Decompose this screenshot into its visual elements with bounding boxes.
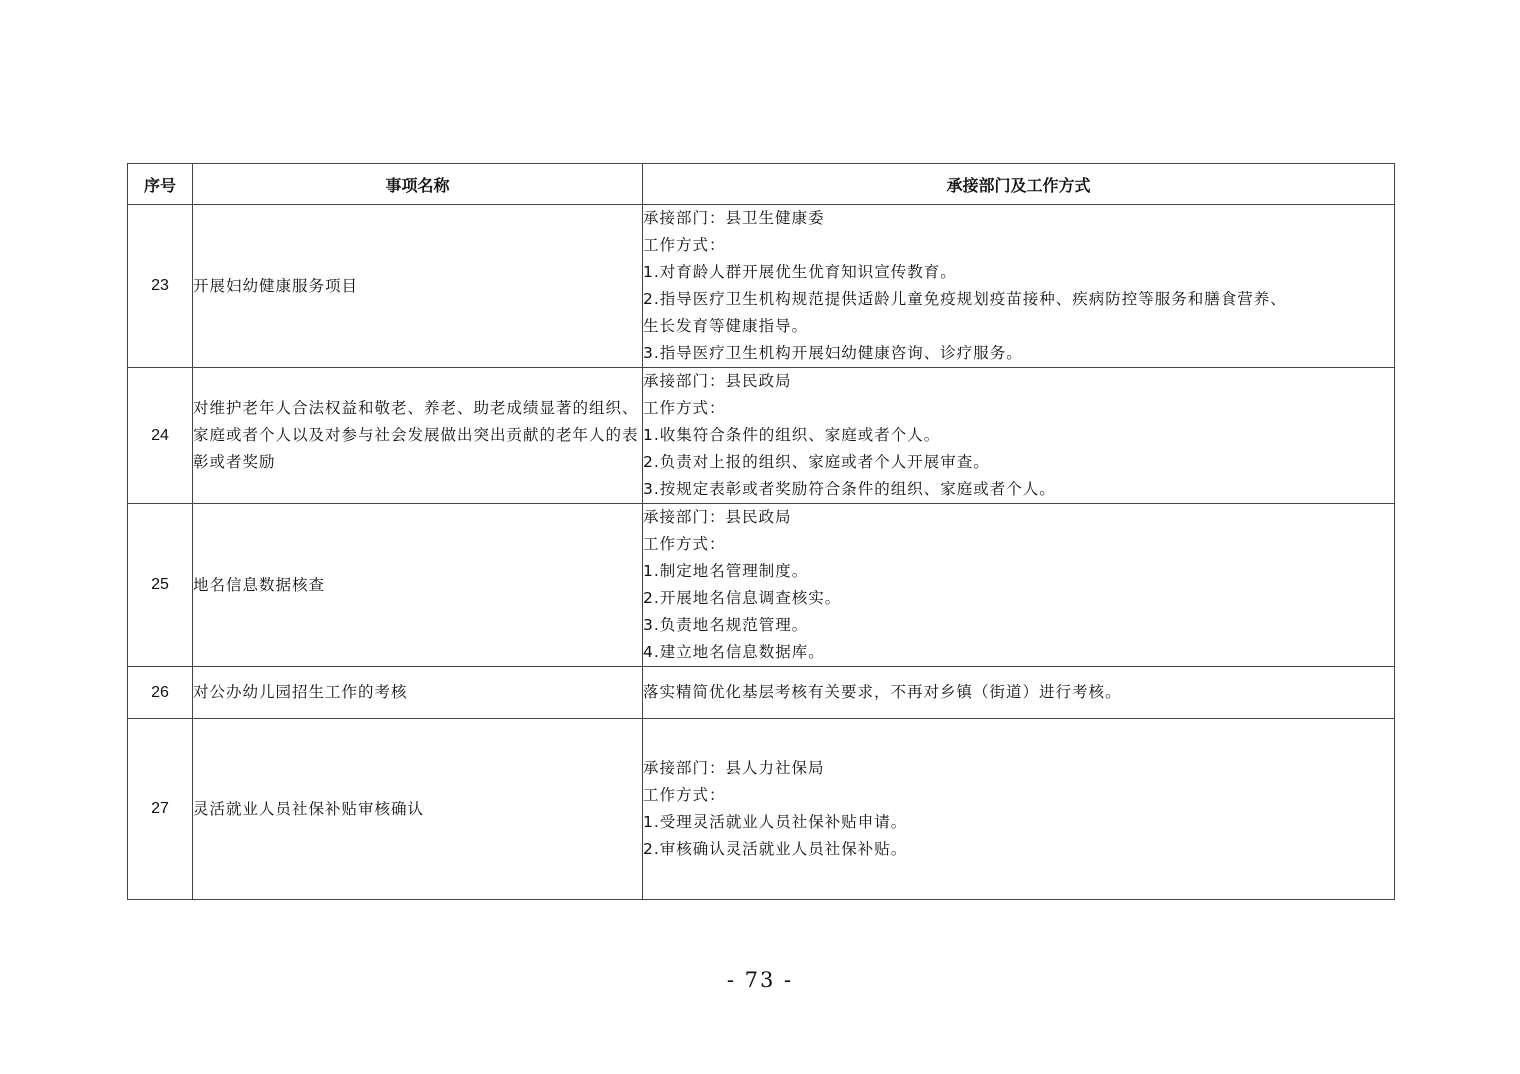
row-seq: 24 <box>128 368 193 504</box>
method-step: 4.建立地名信息数据库。 <box>643 643 825 661</box>
row-item-name: 对公办幼儿园招生工作的考核 <box>193 667 643 719</box>
row-department-method <box>643 504 1395 667</box>
table-row <box>128 368 1395 504</box>
method-label: 工作方式： <box>643 786 726 804</box>
table-header-row <box>128 164 1395 205</box>
header-department-method: 承接部门及工作方式 <box>643 164 1395 205</box>
row-item-name: 灵活就业人员社保补贴审核确认 <box>193 719 643 900</box>
row-department-method <box>643 368 1395 504</box>
method-step: 2.开展地名信息调查核实。 <box>643 589 842 607</box>
table-row <box>128 504 1395 667</box>
method-step: 3.指导医疗卫生机构开展妇幼健康咨询、诊疗服务。 <box>643 344 1023 362</box>
row-department-method <box>643 719 1395 900</box>
method-label: 工作方式： <box>643 236 726 254</box>
items-table <box>127 163 1395 900</box>
method-step: 1.收集符合条件的组织、家庭或者个人。 <box>643 426 941 444</box>
method-step: 3.负责地名规范管理。 <box>643 616 809 634</box>
row-seq: 27 <box>128 719 193 900</box>
method-step: 1.制定地名管理制度。 <box>643 562 809 580</box>
table-row <box>128 205 1395 368</box>
method-step: 2.负责对上报的组织、家庭或者个人开展审查。 <box>643 453 990 471</box>
row-seq: 25 <box>128 504 193 667</box>
row-seq: 23 <box>128 205 193 368</box>
method-note: 落实精简优化基层考核有关要求，不再对乡镇（街道）进行考核。 <box>643 683 1122 701</box>
row-item-name: 地名信息数据核查 <box>193 504 643 667</box>
header-item-name: 事项名称 <box>193 164 643 205</box>
row-item-name: 开展妇幼健康服务项目 <box>193 205 643 368</box>
method-step: 2.指导医疗卫生机构规范提供适龄儿童免疫规划疫苗接种、疾病防控等服务和膳食营养、 <box>643 290 1287 308</box>
row-seq: 26 <box>128 667 193 719</box>
dept-line: 承接部门：县民政局 <box>643 372 792 390</box>
dept-line: 承接部门：县民政局 <box>643 508 792 526</box>
method-step: 1.对育龄人群开展优生优育知识宣传教育。 <box>643 263 957 281</box>
method-label: 工作方式： <box>643 535 726 553</box>
row-item-name: 对维护老年人合法权益和敬老、养老、助老成绩显著的组织、家庭或者个人以及对参与社会发展做出突出贡献的老年人的表彰或者奖励 <box>193 368 643 504</box>
row-department-method <box>643 205 1395 368</box>
table-row <box>128 667 1395 719</box>
row-department-method <box>643 667 1395 719</box>
dept-line: 承接部门：县卫生健康委 <box>643 209 825 227</box>
header-seq: 序号 <box>128 164 193 205</box>
method-step-continued: 生长发育等健康指导。 <box>643 317 809 335</box>
method-step: 2.审核确认灵活就业人员社保补贴。 <box>643 840 908 858</box>
method-step: 3.按规定表彰或者奖励符合条件的组织、家庭或者个人。 <box>643 480 1056 498</box>
page-number: - 73 - <box>726 968 794 992</box>
table-row <box>128 719 1395 900</box>
dept-line: 承接部门：县人力社保局 <box>643 759 825 777</box>
method-label: 工作方式： <box>643 399 726 417</box>
method-step: 1.受理灵活就业人员社保补贴申请。 <box>643 813 908 831</box>
